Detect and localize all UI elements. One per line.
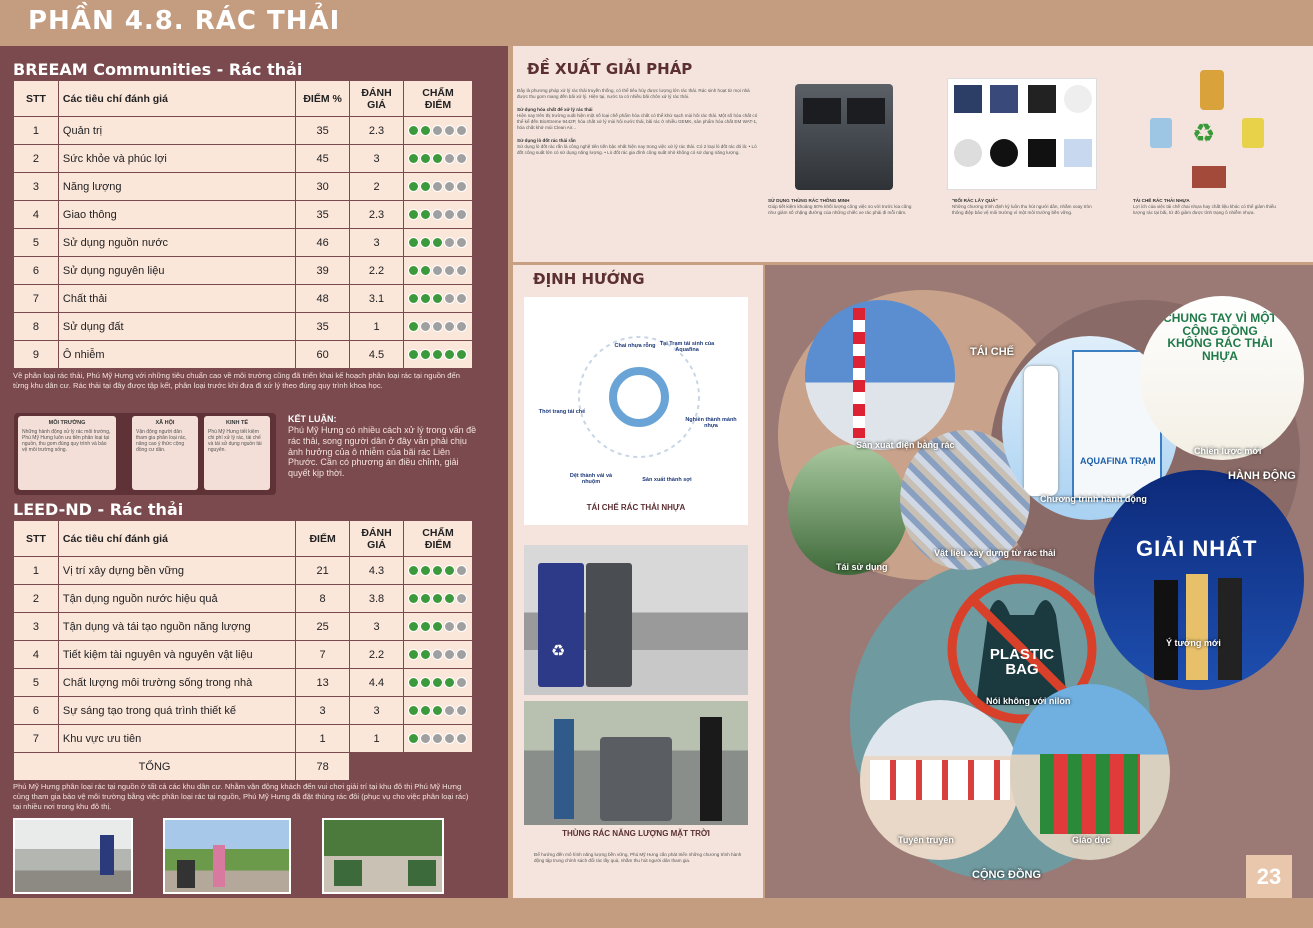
reuse-label: Tái sử dụng: [836, 562, 888, 572]
cell-rating: 3.1: [350, 285, 404, 313]
rating-dot-icon: [420, 321, 431, 332]
cell-rating: 3: [350, 145, 404, 173]
rating-dot-icon: [444, 621, 455, 632]
rating-dots: [403, 725, 472, 753]
rating-dot-icon: [432, 265, 443, 276]
cell-rating: 3.8: [350, 585, 404, 613]
cell-rating: 1: [350, 725, 404, 753]
step-5: Dệt thành vải và nhuộm: [569, 473, 613, 485]
table-row: [14, 557, 473, 585]
cell-score: 7: [296, 641, 350, 669]
trash-bin-shape: [408, 860, 436, 886]
process-caption: TÁI CHẾ RÁC THẢI NHỰA: [586, 503, 686, 512]
proposal-sub1: Sử dụng hóa chất để xử lý rác thải: [517, 106, 593, 112]
table-row: [14, 117, 473, 145]
rating-dot-icon: [408, 209, 419, 220]
cell-score: 21: [296, 557, 350, 585]
rating-dot-icon: [420, 677, 431, 688]
rating-dot-icon: [456, 733, 467, 744]
rating-dot-icon: [420, 349, 431, 360]
cell-name: Sử dụng nguồn nước: [58, 229, 295, 257]
rating-dot-icon: [420, 649, 431, 660]
gift-shape: [990, 139, 1018, 167]
cell-name: Tiết kiệm tài nguyên và nguyên vật liệu: [58, 641, 295, 669]
rating-dot-icon: [420, 621, 431, 632]
rating-dot-icon: [444, 181, 455, 192]
rating-dot-icon: [432, 733, 443, 744]
cell-rating: 2: [350, 173, 404, 201]
cell-score: 1: [296, 725, 350, 753]
rating-dots: [403, 229, 472, 257]
rating-dots: [403, 201, 472, 229]
rating-dot-icon: [420, 153, 431, 164]
table-row: [14, 725, 473, 753]
speaker-photo: [1140, 296, 1304, 460]
cell-stt: 7: [14, 725, 59, 753]
rating-dot-icon: [444, 677, 455, 688]
material-label: Vật liệu xây dựng từ rác thải: [934, 548, 1056, 558]
bin-photo-1: [13, 818, 133, 894]
cell-name: Sử dụng đất: [58, 313, 295, 341]
bottles-shape: [1200, 70, 1224, 110]
conclusion-heading: KẾT LUẬN:: [288, 414, 337, 424]
col-header: ĐÁNH GIÁ: [350, 81, 404, 117]
cell-name: Quản trị: [58, 117, 295, 145]
rating-dot-icon: [432, 181, 443, 192]
recycle-icon: ♻: [1192, 118, 1216, 148]
idea-label: Ý tưởng mới: [1166, 638, 1221, 648]
gift-shape: [1028, 85, 1056, 113]
person-shape: [100, 835, 114, 875]
solar-bin-people-photo: [524, 701, 748, 825]
table-row: [14, 697, 473, 725]
rating-dot-icon: [444, 593, 455, 604]
smart-bin-text: Giúp tiết kiệm khoảng 50% khối lượng công việc so với trước kia cũng như giảm số chặng đường của những chiếc xe rác phải đi mỗi năm.: [768, 204, 912, 216]
cell-name: Chất lượng môi trường sống trong nhà: [58, 669, 295, 697]
table-row: [14, 285, 473, 313]
rating-dots: [403, 641, 472, 669]
rating-dots: [403, 145, 472, 173]
table-row: [14, 585, 473, 613]
rating-dot-icon: [408, 265, 419, 276]
cell-stt: 3: [14, 173, 59, 201]
rating-dot-icon: [408, 237, 419, 248]
conclusion-text: Phú Mỹ Hưng có nhiều cách xử lý trong vấn đề rác thải, song người dân ở đây vẫn phải chịu ảnh hưởng của ô nhiễm của bãi rác Liên Phước. Cần có phương án điều chỉnh, giải quyết kịp thời.: [288, 425, 477, 479]
rating-dot-icon: [420, 125, 431, 136]
rating-dot-icon: [408, 593, 419, 604]
cell-stt: 7: [14, 285, 59, 313]
community-label: CỘNG ĐỒNG: [972, 869, 1042, 881]
rating-dot-icon: [408, 621, 419, 632]
rating-dot-icon: [456, 293, 467, 304]
total-label: TỔNG: [14, 753, 296, 781]
breeam-paragraph: Về phân loại rác thải, Phú Mỹ Hưng với những tiêu chuẩn cao về môi trường cũng đã triển khai kế hoạch phân loại rác tại nguồn đến từng khu dân cư. Rác thải tại đây được tập kết, phân loại trước khi đưa đi xử lý theo đúng quy trình khoa học.: [13, 371, 460, 390]
rating-dot-icon: [432, 153, 443, 164]
power-label: Sản xuất điện bằng rác: [856, 440, 955, 450]
cell-score: 48: [296, 285, 350, 313]
table-row: [14, 145, 473, 173]
trash-bin-shape: [334, 860, 362, 886]
cell-rating: 2.3: [350, 201, 404, 229]
strategy-label: Chiến lược mới: [1194, 446, 1262, 456]
proposal-sub2: Sử dụng lò đốt rác thải rắn: [517, 137, 576, 143]
rating-dot-icon: [432, 293, 443, 304]
col-header: STT: [14, 81, 59, 117]
direction-title: ĐỊNH HƯỚNG: [533, 270, 645, 288]
person-shape: [1186, 574, 1208, 680]
propaganda-label: Tuyên truyền: [898, 835, 954, 845]
rating-dot-icon: [456, 265, 467, 276]
rating-dot-icon: [444, 733, 455, 744]
rating-dot-icon: [420, 293, 431, 304]
rating-dot-icon: [420, 265, 431, 276]
table-row: [14, 229, 473, 257]
person-shape: [700, 717, 722, 821]
recycle-text: Lợi ích của việc tái chế chai nhựa hay chất liệu khác có thể giảm thiểu lượng rác tại bãi, từ đó giảm được tình trạng ô nhiễm nhựa.: [1133, 204, 1276, 216]
col-header: ĐÁNH GIÁ: [350, 521, 404, 557]
cell-rating: 2.3: [350, 117, 404, 145]
col-header: CHẤM ĐIỂM: [403, 521, 472, 557]
cell-name: Tận dụng nguồn nước hiệu quả: [58, 585, 295, 613]
table-row: [14, 257, 473, 285]
step-6: Thời trang tái chế: [538, 409, 586, 415]
rating-dots: [403, 585, 472, 613]
rating-dot-icon: [444, 265, 455, 276]
rating-dot-icon: [444, 293, 455, 304]
rating-dot-icon: [456, 153, 467, 164]
trash-bin-shape: [586, 563, 632, 687]
cell-name: Vị trí xây dựng bền vững: [58, 557, 295, 585]
cell-rating: 4.3: [350, 557, 404, 585]
recycle-icon: ♻: [551, 643, 566, 660]
cell-stt: 6: [14, 257, 59, 285]
cell-score: 35: [296, 117, 350, 145]
economy-box: [204, 416, 270, 490]
rating-dot-icon: [408, 293, 419, 304]
nylon-label: Nói không với nilon: [986, 696, 1071, 706]
cell-stt: 4: [14, 641, 59, 669]
box-text: Phú Mỹ Hưng tiết kiệm chi phí xử lý rác, tái chế và tái sử dụng nguồn tài nguyên.: [208, 429, 262, 453]
power-plant-photo: [805, 300, 955, 450]
leed-paragraph: Phú Mỹ Hưng phân loại rác tại nguồn ở tất cả các khu dân cư. Nhằm vận động khách đến vui chơi giải trí tại khu đô thị Phú Mỹ Hưng cùng tham gia bảo vệ môi trường bằng việc phân loại rác tại nguồn, Phú Mỹ Hưng đã đặt thùng rác đôi (phục vụ cho việc phân loại rác) tại nhiều nơi trong khu đô thị.: [13, 782, 469, 811]
cell-score: 35: [296, 201, 350, 229]
cell-score: 8: [296, 585, 350, 613]
cell-stt: 1: [14, 117, 59, 145]
cell-score: 30: [296, 173, 350, 201]
rating-dots: [403, 613, 472, 641]
proposal-text: [517, 88, 760, 156]
rating-dots: [403, 173, 472, 201]
step-2: Tại Trạm tái sinh của Aquafina: [659, 341, 715, 353]
cell-name: Năng lượng: [58, 173, 295, 201]
solar-bin-text: Để hướng đến mô hình năng lượng bền vững, Phú Mỹ Hưng cần phát triển những chương trình hành động tập trung chính sách đổi rác lấy quà, nhằm thu hút người dân tham gia.: [534, 852, 742, 864]
cell-rating: 1: [350, 313, 404, 341]
cell-score: 39: [296, 257, 350, 285]
rating-dot-icon: [456, 125, 467, 136]
rating-dot-icon: [444, 321, 455, 332]
rating-dot-icon: [456, 677, 467, 688]
box-title: XÃ HỘI: [155, 420, 175, 426]
box-text: Những hành động xử lý rác môi trường, Phú Mỹ Hưng luôn ưu tiên phân loại tại nguồn, thu gom đúng quy trình và bảo vệ môi trường sống.: [22, 429, 111, 453]
recycling-bin-shape: [538, 563, 584, 687]
cell-stt: 9: [14, 341, 59, 369]
rating-dot-icon: [420, 209, 431, 220]
gift-shape: [1064, 139, 1092, 167]
solar-bin-street-photo: [524, 545, 748, 695]
rating-dot-icon: [444, 565, 455, 576]
rating-dots: [403, 117, 472, 145]
rating-dot-icon: [456, 181, 467, 192]
cell-name: Tận dụng và tái tạo nguồn năng lượng: [58, 613, 295, 641]
rating-dot-icon: [408, 677, 419, 688]
step-1: Chai nhựa rỗng: [614, 343, 656, 349]
bin-slot-shape: [847, 98, 885, 124]
rating-dot-icon: [408, 321, 419, 332]
rating-dot-icon: [456, 621, 467, 632]
rating-dot-icon: [432, 649, 443, 660]
rating-dot-icon: [432, 237, 443, 248]
cell-stt: 3: [14, 613, 59, 641]
rating-dot-icon: [408, 565, 419, 576]
campaign-banner: CHUNG TAY VÌ MỘT CỘNG ĐỒNG KHÔNG RÁC THẢI NHỰA: [1163, 311, 1277, 363]
bin-photo-3: [322, 818, 444, 894]
rating-dot-icon: [408, 705, 419, 716]
page-number: 23: [1246, 855, 1292, 898]
rating-dot-icon: [420, 181, 431, 192]
smart-bin-image: [795, 84, 893, 190]
person-shape: [213, 845, 225, 887]
education-photo: [1010, 684, 1170, 860]
cell-stt: 2: [14, 585, 59, 613]
rating-dot-icon: [408, 125, 419, 136]
rating-dot-icon: [408, 649, 419, 660]
box-text: Vận động người dân tham gia phân loại rác, nâng cao ý thức cộng đồng cư dân.: [136, 429, 187, 453]
cell-rating: 4.5: [350, 341, 404, 369]
rating-dot-icon: [408, 153, 419, 164]
rating-dot-icon: [432, 349, 443, 360]
rating-dot-icon: [456, 649, 467, 660]
cell-score: 3: [296, 697, 350, 725]
col-header: Các tiêu chí đánh giá: [58, 521, 295, 557]
footer-bar: [0, 898, 1313, 928]
exchange-caption: "ĐỔI RÁC LẤY QUÀ": [952, 198, 998, 203]
rating-dot-icon: [408, 181, 419, 192]
cell-rating: 3: [350, 229, 404, 257]
action-label: HÀNH ĐỘNG: [1228, 470, 1296, 482]
rating-dot-icon: [432, 621, 443, 632]
rating-dot-icon: [432, 565, 443, 576]
col-header: STT: [14, 521, 59, 557]
table-row: [14, 201, 473, 229]
col-header: Các tiêu chí đánh giá: [58, 81, 295, 117]
cell-score: 45: [296, 145, 350, 173]
rating-dot-icon: [432, 705, 443, 716]
cell-rating: 2.2: [350, 257, 404, 285]
rating-dot-icon: [456, 321, 467, 332]
table-row: [14, 313, 473, 341]
col-header: ĐIỂM %: [296, 81, 350, 117]
table-row: [14, 669, 473, 697]
recycle-process-diagram: [524, 297, 748, 525]
table-row: [14, 613, 473, 641]
cell-stt: 6: [14, 697, 59, 725]
rating-dot-icon: [456, 705, 467, 716]
signs-shape: [870, 760, 1010, 800]
cell-stt: 4: [14, 201, 59, 229]
award-title: GIẢI NHẤT: [1136, 536, 1258, 561]
box-title: MÔI TRƯỜNG: [48, 420, 86, 426]
program-label: Chương trình hành động: [1040, 494, 1147, 504]
person-shape: [1024, 366, 1058, 496]
rating-dot-icon: [444, 349, 455, 360]
step-3: Nghiền thành mảnh nhựa: [685, 417, 737, 429]
cell-stt: 2: [14, 145, 59, 173]
bin-photo-2: [163, 818, 291, 894]
cell-stt: 1: [14, 557, 59, 585]
breeam-table: [13, 80, 473, 369]
rating-dot-icon: [456, 565, 467, 576]
col-header: ĐIỂM: [296, 521, 350, 557]
rating-dots: [403, 697, 472, 725]
rating-dot-icon: [420, 565, 431, 576]
students-shape: [1040, 754, 1140, 834]
solar-bin-caption: THÙNG RÁC NĂNG LƯỢNG MẶT TRỜI: [562, 829, 710, 838]
plastic-bag-text: PLASTIC BAG: [989, 646, 1055, 678]
cell-name: Ô nhiễm: [58, 341, 295, 369]
rating-dot-icon: [408, 349, 419, 360]
exchange-text: Những chương trình định kỳ luôn thu hút người dân, nhằm xoay tròn thông điệp bảo vệ môi trường vì một môi trường bền vững.: [952, 204, 1092, 216]
rating-dot-icon: [444, 153, 455, 164]
breeam-title: BREEAM Communities - Rác thải: [13, 60, 303, 79]
proposal-title: ĐỀ XUẤT GIẢI PHÁP: [527, 60, 693, 78]
bin-shape: [1242, 118, 1264, 148]
rating-dots: [403, 341, 472, 369]
gift-shape: [1064, 85, 1092, 113]
rating-dot-icon: [420, 237, 431, 248]
cell-stt: 8: [14, 313, 59, 341]
rating-dot-icon: [432, 209, 443, 220]
proposal-intro: Đây là phương pháp xử lý rác thải truyền thống, có thể tiêu hủy được lượng lớn rác thải. Rác sinh hoạt từ mọi nhà được thu gom mang đến bãi xử lý. Hiện tại, nước ta có nhiều bãi chôn xử lý rác thải.: [517, 88, 750, 100]
cell-rating: 4.4: [350, 669, 404, 697]
cell-name: Giao thông: [58, 201, 295, 229]
gift-shape: [954, 85, 982, 113]
cell-rating: 3: [350, 613, 404, 641]
recycle-cycle-image: [1150, 70, 1280, 190]
bin-slot-shape: [803, 98, 841, 124]
cell-name: Sử dụng nguyên liệu: [58, 257, 295, 285]
factory-shape: [1192, 166, 1226, 188]
rating-dot-icon: [432, 125, 443, 136]
cell-stt: 5: [14, 669, 59, 697]
table-row: [14, 173, 473, 201]
cell-score: 25: [296, 613, 350, 641]
rating-dots: [403, 557, 472, 585]
rating-dot-icon: [420, 705, 431, 716]
rating-dot-icon: [432, 593, 443, 604]
exchange-gifts-image: [947, 78, 1097, 190]
recycle-caption: TÁI CHẾ RÁC THẢI NHỰA: [1133, 198, 1190, 203]
cell-name: Sức khỏe và phúc lợi: [58, 145, 295, 173]
person-shape: [1154, 580, 1178, 680]
rating-dots: [403, 313, 472, 341]
rating-dot-icon: [444, 649, 455, 660]
leed-title: LEED-ND - Rác thải: [13, 500, 184, 519]
total-value: 78: [296, 753, 350, 781]
gift-shape: [990, 85, 1018, 113]
rating-dots: [403, 257, 472, 285]
rating-dot-icon: [408, 733, 419, 744]
rating-dot-icon: [444, 237, 455, 248]
person-shape: [554, 719, 574, 819]
society-box: [132, 416, 198, 490]
cell-score: 60: [296, 341, 350, 369]
rating-dot-icon: [444, 705, 455, 716]
col-header: CHẤM ĐIỂM: [403, 81, 472, 117]
gift-shape: [954, 139, 982, 167]
box-title: KINH TẾ: [226, 420, 248, 426]
table-row: [14, 341, 473, 369]
leed-table: [13, 520, 473, 781]
rating-dot-icon: [456, 593, 467, 604]
cell-name: Khu vực ưu tiên: [58, 725, 295, 753]
cell-stt: 5: [14, 229, 59, 257]
cell-score: 13: [296, 669, 350, 697]
cell-name: Chất thải: [58, 285, 295, 313]
rating-dot-icon: [444, 209, 455, 220]
smart-bin-caption: SỬ DỤNG THÙNG RÁC THÔNG MINH: [768, 198, 850, 203]
rating-dot-icon: [420, 593, 431, 604]
trash-bin-shape: [177, 860, 195, 888]
step-4: Sản xuất thành sợi: [642, 477, 692, 483]
table-row: [14, 641, 473, 669]
chimney-shape: [853, 308, 865, 438]
education-label: Giáo dục: [1072, 835, 1111, 845]
rating-dots: [403, 669, 472, 697]
rating-dot-icon: [432, 321, 443, 332]
proposal-text2: Sử dụng lò đốt rác rắn là công nghệ tiên tiến bậc nhất hiện nay trong việc xử lý rác thải. Có 2 loại lò đốt rác đó là: • Lò đốt công suất lớn có sử dụng năng lượng. • Lò đốt rác gia đình công suất nhỏ không có sử dụng năng lượng.: [517, 143, 757, 155]
cell-rating: 3: [350, 697, 404, 725]
solar-bin-shape: [600, 737, 672, 821]
gift-shape: [1028, 139, 1056, 167]
recycle-label: TÁI CHẾ: [970, 346, 1014, 358]
page-title: PHẦN 4.8. RÁC THẢI: [28, 6, 341, 36]
rating-dot-icon: [456, 209, 467, 220]
rating-dot-icon: [420, 733, 431, 744]
rating-dot-icon: [456, 237, 467, 248]
aquafina-text: AQUAFINA TRẠM: [1080, 456, 1156, 466]
rating-dots: [403, 285, 472, 313]
rating-dot-icon: [432, 677, 443, 688]
reuse-photo: [788, 445, 908, 575]
cell-name: Sự sáng tạo trong quá trình thiết kế: [58, 697, 295, 725]
person-shape: [1218, 578, 1242, 680]
bottles-shape: [1150, 118, 1172, 148]
cell-score: 46: [296, 229, 350, 257]
cell-rating: 2.2: [350, 641, 404, 669]
rating-dot-icon: [456, 349, 467, 360]
rating-dot-icon: [444, 125, 455, 136]
proposal-text1: Hiện nay trên thị trường xuất hiện một số loại chế phẩm hóa chất có thể khử sạch mùi hôi rác thải. Một số hóa chất có thể kể đến BioXtreme 9442P, hóa chất xử lý mùi hôi nước thải, bãi rác ở nhiều GEMK, sản phẩm hóa chất EM WAT-1, hóa chất khử mùi Clean Air...: [517, 112, 758, 131]
cell-score: 35: [296, 313, 350, 341]
environment-box: [18, 416, 116, 490]
